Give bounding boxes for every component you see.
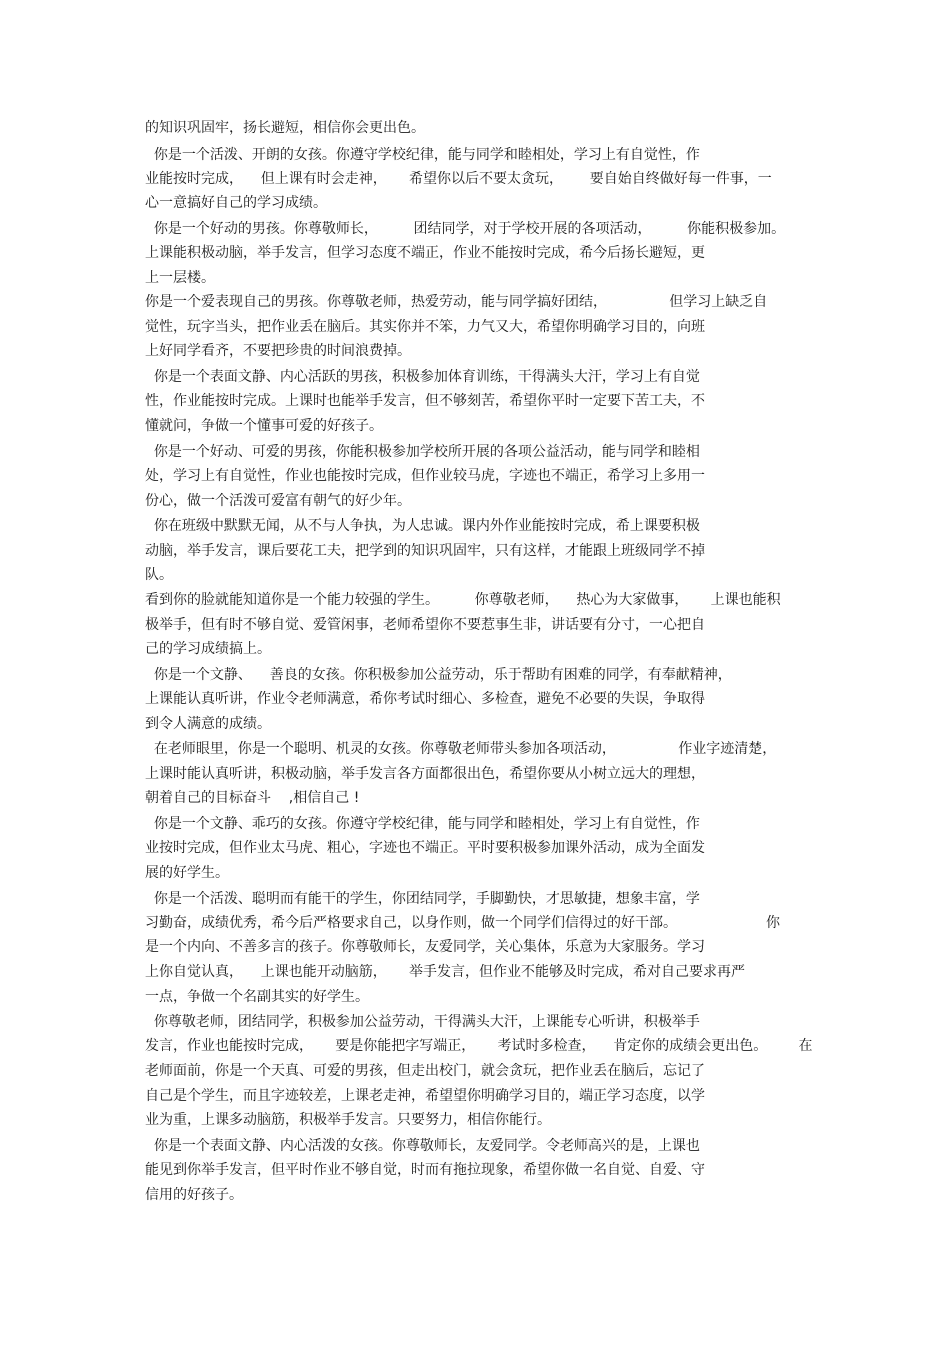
text-line: 你是一个表面文静、内心活跃的男孩，积极参加体育训练，干得满头大汗，学习上有自觉 bbox=[145, 369, 700, 385]
text-line: 上课能积极动脑，举手发言，但学习态度不端正，作业不能按时完成，希今后扬长避短，更 bbox=[145, 245, 705, 261]
text-line: 你尊敬老师，团结同学，积极参加公益劳动，干得满头大汗，上课能专心听讲，积极举手 bbox=[145, 1014, 700, 1030]
text-line: 上好同学看齐，不要把珍贵的时间浪费掉。 bbox=[145, 343, 411, 359]
text-line: 你是一个表面文静、内心活泼的女孩。你尊敬师长，友爱同学。令老师高兴的是，上课也 bbox=[145, 1138, 700, 1154]
text-line: 动脑，举手发言，课后要花工夫，把学到的知识巩固牢，只有这样，才能跟上班级同学不掉 bbox=[145, 543, 705, 559]
text-line: 发言，作业也能按时完成， 要是你能把字写端正， 考试时多检查， 肯定你的成绩会更出色。 在 bbox=[145, 1038, 813, 1054]
text-line: 极举手，但有时不够自觉、爱管闲事，老师希望你不要惹事生非，讲话要有分寸，一心把自 bbox=[145, 617, 705, 633]
text-line: 业按时完成，但作业太马虎、粗心，字迹也不端正。平时要积极参加课外活动，成为全面发 bbox=[145, 840, 705, 856]
text-line: 展的好学生。 bbox=[145, 865, 229, 881]
text-line: 自己是个学生，而且字迹较差，上课老走神，希望望你明确学习目的，端正学习态度，以学 bbox=[145, 1088, 705, 1104]
text-line: 是一个内向、不善多言的孩子。你尊敬师长，友爱同学，关心集体，乐意为大家服务。学习 bbox=[145, 939, 705, 955]
text-line: 老师面前，你是一个天真、可爱的男孩，但走出校门，就会贪玩，把作业丢在脑后，忘记了 bbox=[145, 1063, 705, 1079]
text-line: 份心，做一个活泼可爱富有朝气的好少年。 bbox=[145, 493, 411, 509]
text-line: 的知识巩固牢，扬长避短，相信你会更出色。 bbox=[145, 120, 425, 136]
text-line: 性，作业能按时完成。上课时也能举手发言，但不够刻苦，希望你平时一定要下苦工夫，不 bbox=[145, 393, 705, 409]
text-line: 觉性，玩字当头，把作业丢在脑后。其实你并不笨，力气又大，希望你明确学习目的，向班 bbox=[145, 319, 705, 335]
text-line: 你是一个爱表现自己的男孩。你尊敬老师，热爱劳动，能与同学搞好团结， 但学习上缺乏自 bbox=[145, 294, 768, 310]
text-line: 业为重，上课多动脑筋，积极举手发言。只要努力，相信你能行。 bbox=[145, 1112, 551, 1128]
text-line: 你是一个好动、可爱的男孩，你能积极参加学校所开展的各项公益活动，能与同学和睦相 bbox=[145, 444, 700, 460]
text-line: 上你自觉认真， 上课也能开动脑筋， 举手发言，但作业不能够及时完成，希对自己要求再严 bbox=[145, 964, 746, 980]
text-line: 你是一个活泼、聪明而有能干的学生，你团结同学，手脚勤快，才思敏捷，想象丰富，学 bbox=[145, 891, 700, 907]
text-line: 上课能认真听讲，作业令老师满意，希你考试时细心、多检查，避免不必要的失误，争取得 bbox=[145, 691, 705, 707]
text-line: 一点，争做一个名副其实的好学生。 bbox=[145, 989, 369, 1005]
text-line: 业能按时完成， 但上课有时会走神， 希望你以后不要太贪玩， 要自始自终做好每一件事，一 bbox=[145, 171, 772, 187]
text-line: 你在班级中默默无闻，从不与人争执，为人忠诚。课内外作业能按时完成，希上课要积极 bbox=[145, 518, 700, 534]
text-line: 上课时能认真听讲，积极动脑，举手发言各方面都很出色，希望你要从小树立远大的理想， bbox=[145, 766, 705, 782]
text-line: 朝着自己的目标奋斗 ,相信自己 ! bbox=[145, 790, 360, 806]
text-line: 处，学习上有自觉性，作业也能按时完成，但作业较马虎，字迹也不端正，希学习上多用一 bbox=[145, 468, 705, 484]
text-line: 在老师眼里，你是一个聪明、机灵的女孩。你尊敬老师带头参加各项活动， 作业字迹清楚， bbox=[145, 741, 777, 757]
text-line: 心一意搞好自己的学习成绩。 bbox=[145, 195, 327, 211]
text-line: 队。 bbox=[145, 567, 173, 583]
text-line: 到令人满意的成绩。 bbox=[145, 716, 271, 732]
text-line: 能见到你举手发言，但平时作业不够自觉，时而有拖拉现象，希望你做一名自觉、自爱、守 bbox=[145, 1162, 705, 1178]
text-line: 你是一个文静、乖巧的女孩。你遵守学校纪律，能与同学和睦相处，学习上有自觉性，作 bbox=[145, 816, 700, 832]
text-line: 你是一个好动的男孩。你尊敬师长， 团结同学，对于学校开展的各项活动， 你能积极参加。 bbox=[145, 221, 786, 237]
text-line: 己的学习成绩搞上。 bbox=[145, 641, 271, 657]
text-line: 习勤奋，成绩优秀，希今后严格要求自己，以身作则，做一个同学们信得过的好干部。 你 bbox=[145, 915, 781, 931]
text-line: 上一层楼。 bbox=[145, 270, 215, 286]
text-line: 你是一个活泼、开朗的女孩。你遵守学校纪律，能与同学和睦相处，学习上有自觉性，作 bbox=[145, 147, 700, 163]
text-line: 懂就问，争做一个懂事可爱的好孩子。 bbox=[145, 418, 383, 434]
text-line: 看到你的脸就能知道你是一个能力较强的学生。 你尊敬老师， 热心为大家做事， 上课也能积 bbox=[145, 592, 781, 608]
text-line: 你是一个文静、 善良的女孩。你积极参加公益劳动，乐于帮助有困难的同学，有奉献精神， bbox=[145, 667, 732, 683]
text-line: 信用的好孩子。 bbox=[145, 1187, 243, 1203]
